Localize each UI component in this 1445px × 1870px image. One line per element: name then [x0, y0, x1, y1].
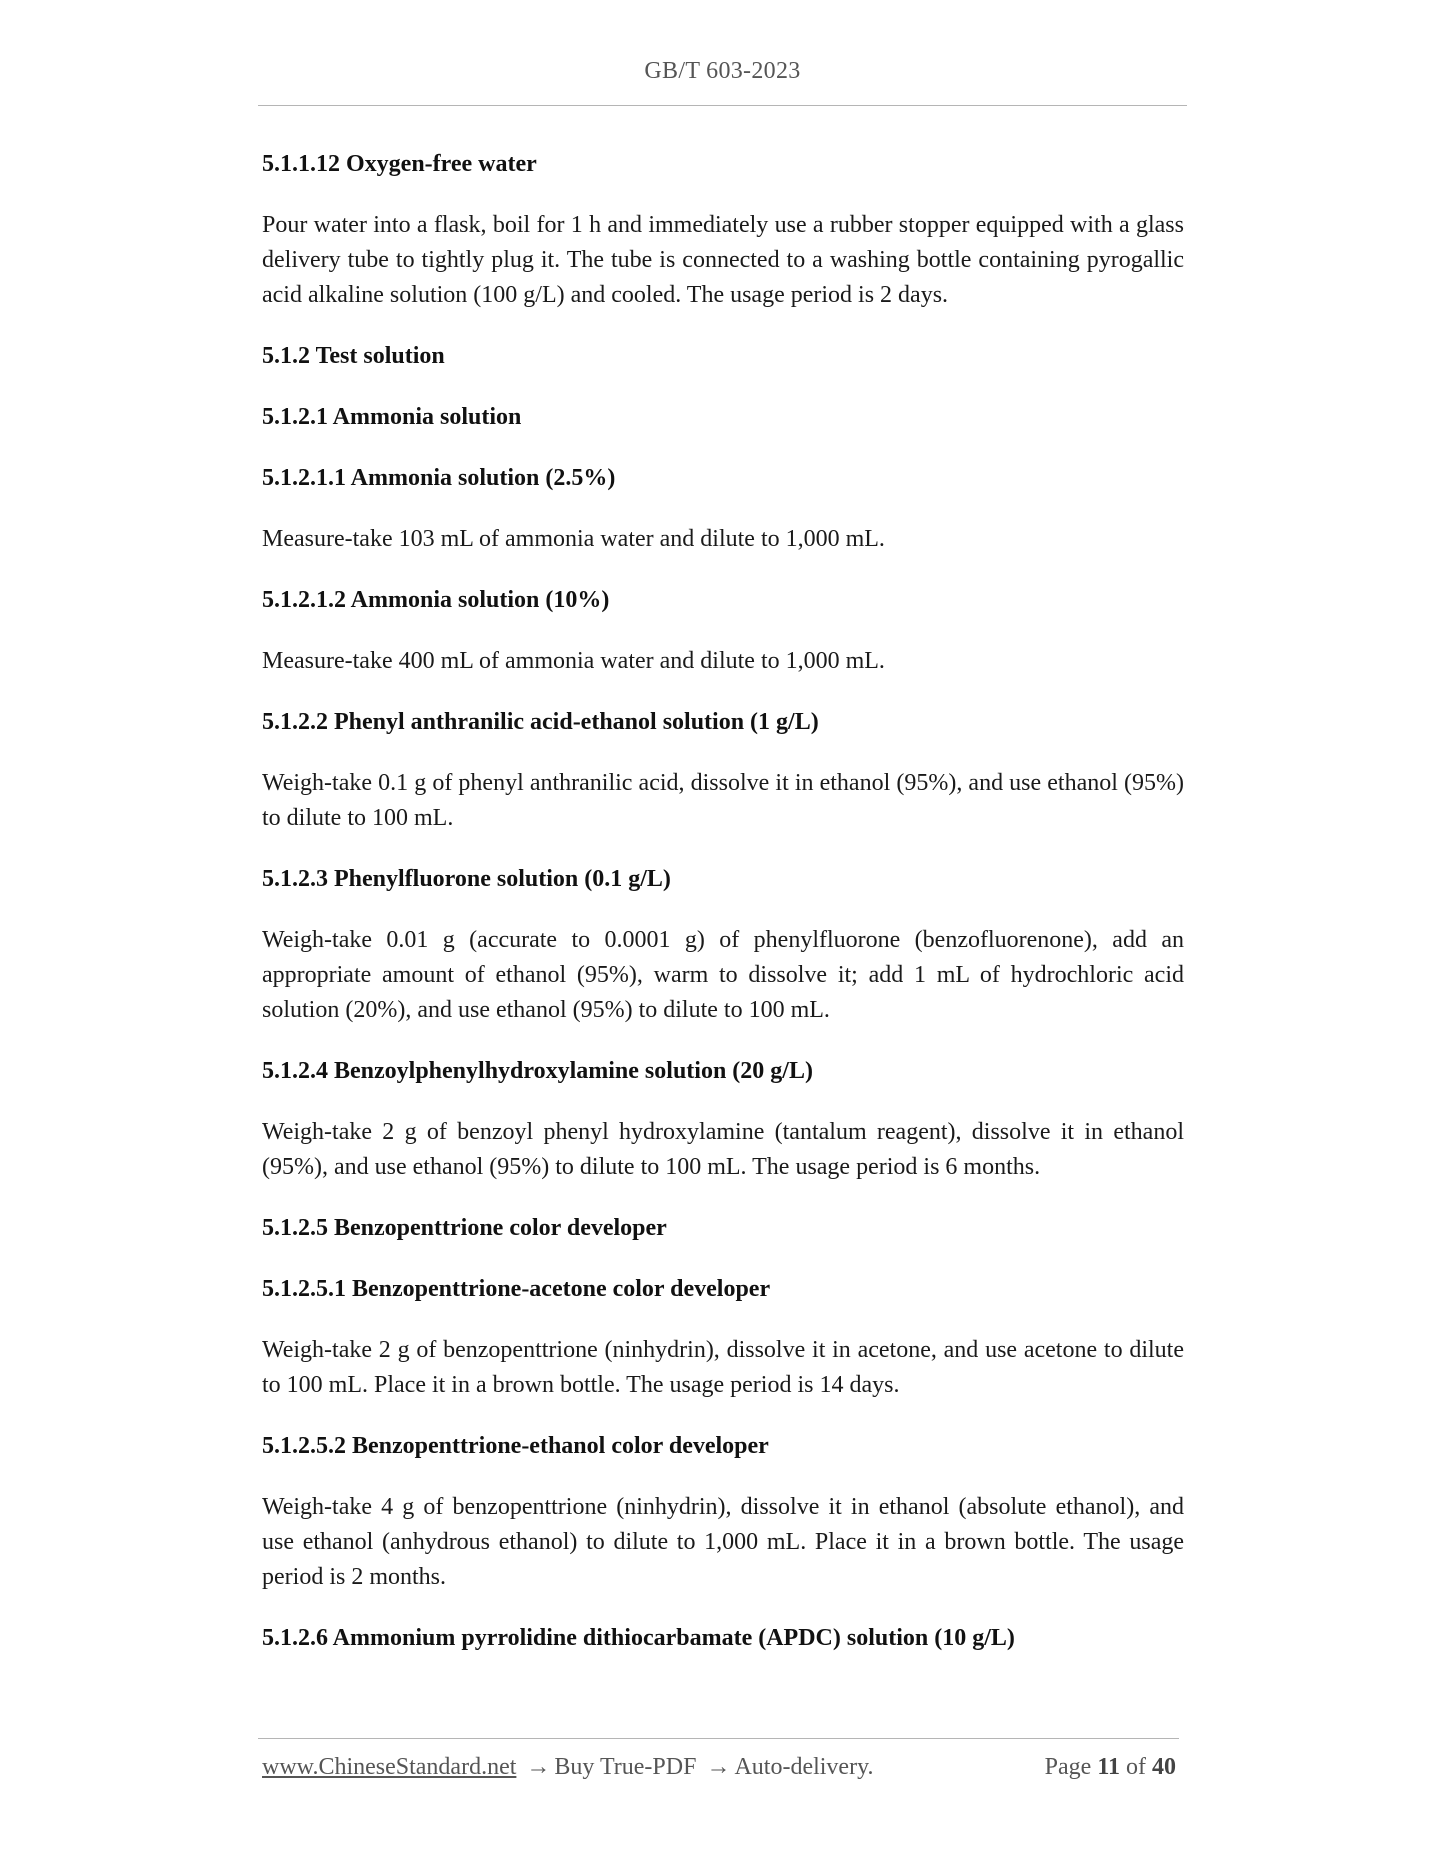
total-pages-number: 40: [1152, 1754, 1176, 1780]
document-body: [262, 147, 1184, 1682]
section-paragraph: Weigh-take 4 g of benzopenttrione (ninhydrin), dissolve it in ethanol (absolute ethanol), and use ethanol (anhydrous ethanol) to dilute to 1,000 mL. Place it in a brown bottle. The usage period is 2 months.: [262, 1494, 1184, 1590]
section-heading: 5.1.2.5 Benzopenttrione color developer: [262, 1215, 667, 1241]
auto-delivery-text: Auto-delivery.: [734, 1754, 874, 1780]
arrow-right-icon: →: [706, 1754, 731, 1780]
arrow-right-icon: →: [526, 1754, 551, 1780]
section-heading: 5.1.2.6 Ammonium pyrrolidine dithiocarbamate (APDC) solution (10 g/L): [262, 1625, 1015, 1651]
section-paragraph: Pour water into a flask, boil for 1 h and immediately use a rubber stopper equipped with a glass delivery tube to tightly plug it. The tube is connected to a washing bottle containing pyrogallic acid alkaline solution (100 g/L) and cooled. The usage period is 2 days.: [262, 212, 1184, 308]
section-paragraph: Weigh-take 2 g of benzoyl phenyl hydroxylamine (tantalum reagent), dissolve it in ethanol (95%), and use ethanol (95%) to dilute to 100 mL. The usage period is 6 months.: [262, 1119, 1184, 1180]
section-heading: 5.1.1.12 Oxygen-free water: [262, 151, 537, 177]
section-paragraph: Weigh-take 2 g of benzopenttrione (ninhydrin), dissolve it in acetone, and use acetone to dilute to 100 mL. Place it in a brown bottle. The usage period is 14 days.: [262, 1337, 1184, 1398]
section-paragraph: Measure-take 400 mL of ammonia water and dilute to 1,000 mL.: [262, 648, 885, 674]
section-paragraph: Weigh-take 0.01 g (accurate to 0.0001 g) of phenylfluorone (benzofluorenone), add an appropriate amount of ethanol (95%), warm to dissolve it; add 1 mL of hydrochloric acid solution (20%), and use ethanol (95%) to dilute to 100 mL.: [262, 927, 1184, 1023]
section-heading: 5.1.2.2 Phenyl anthranilic acid-ethanol solution (1 g/L): [262, 709, 819, 735]
footer-divider: [258, 1738, 1179, 1739]
page-label: Page: [1044, 1754, 1092, 1780]
footer-promo: [262, 1754, 874, 1781]
current-page-number: 11: [1097, 1754, 1120, 1780]
section-heading: 5.1.2.5.2 Benzopenttrione-ethanol color developer: [262, 1433, 769, 1459]
section-heading: 5.1.2 Test solution: [262, 343, 445, 369]
section-heading: 5.1.2.1.1 Ammonia solution (2.5%): [262, 465, 616, 491]
section-heading: 5.1.2.5.1 Benzopenttrione-acetone color developer: [262, 1276, 771, 1302]
section-paragraph: Weigh-take 0.1 g of phenyl anthranilic acid, dissolve it in ethanol (95%), and use ethanol (95%) to dilute to 100 mL.: [262, 770, 1184, 831]
section-heading: 5.1.2.4 Benzoylphenylhydroxylamine solution (20 g/L): [262, 1058, 813, 1084]
page-number: [1045, 1754, 1176, 1781]
section-heading: 5.1.2.3 Phenylfluorone solution (0.1 g/L): [262, 866, 671, 892]
header-divider: [258, 105, 1187, 106]
document-code-header: GB/T 603-2023: [644, 58, 801, 84]
page-of-label: of: [1126, 1754, 1146, 1780]
section-heading: 5.1.2.1 Ammonia solution: [262, 404, 522, 430]
section-heading: 5.1.2.1.2 Ammonia solution (10%): [262, 587, 610, 613]
buy-true-pdf-text: Buy True-PDF: [554, 1754, 697, 1780]
chinesestandard-link[interactable]: www.ChineseStandard.net: [262, 1754, 517, 1780]
section-paragraph: Measure-take 103 mL of ammonia water and dilute to 1,000 mL.: [262, 526, 885, 552]
